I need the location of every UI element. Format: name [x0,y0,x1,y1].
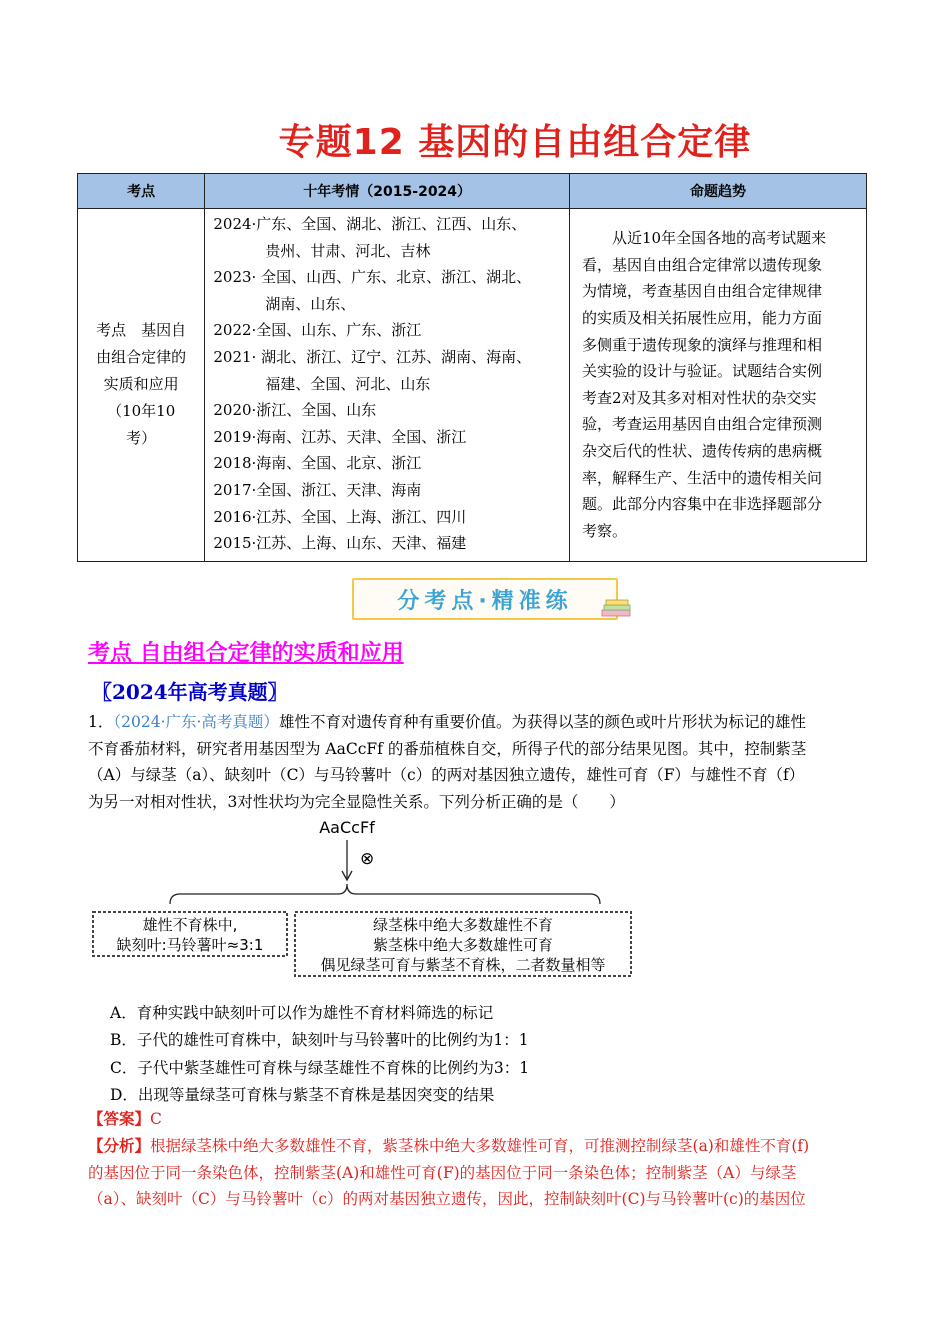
option-b[interactable]: B．子代的雄性可育株中，缺刻叶与马铃薯叶的比例约为1：1 [110,1031,529,1050]
left-box-line: 雄性不育株中, [142,916,238,934]
trend-line: 多侧重于遗传现象的演绎与推理和相 [581,335,822,354]
year-line: 2020·浙江、全国、山东 [213,401,377,420]
page-title: 专题12 基因的自由组合定律 [278,122,752,163]
self-cross-symbol: ⊗ [360,849,375,869]
analysis-line: 的基因位于同一条染色体，控制紫茎(A)和雄性可育(F)的基因位于同一条染色体；控制紫茎（A）与绿茎 [88,1163,797,1182]
year-line: 2024·广东、全国、湖北、浙江、江西、山东、 [213,215,527,233]
right-box-line: 偶见绿茎可育与紫茎不育株，二者数量相等 [320,956,606,974]
kaodian-line: 实质和应用 [103,375,179,394]
year-line-cont: 福建、全国、河北、山东 [265,374,431,393]
option-d[interactable]: D．出现等量绿茎可育株与紫茎不育株是基因突变的结果 [110,1085,495,1104]
trend-line: 考查2对及其多对相对性状的杂交实 [581,388,817,407]
year-line: 2022·全国、山东、广东、浙江 [213,321,422,340]
year-line: 2021· 湖北、浙江、辽宁、江苏、湖南、海南、 [213,347,532,366]
brace [170,884,600,904]
kaodian-line: 考点 基因自 [96,321,187,340]
question-text [88,709,868,815]
parent-genotype: AaCcFf [319,818,375,837]
analysis [88,1133,868,1213]
trend-cell [569,209,866,562]
cross-diagram [90,818,635,980]
year-line: 2019·海南、江苏、天津、全国、浙江 [213,427,467,446]
trend-line: 验，考查运用基因自由组合定律预测 [581,415,822,434]
sub-title: 〖2024年高考真题〗 [92,680,288,704]
table-header-row [78,174,867,209]
kaodian-line: （10年10 [107,402,176,421]
options-list [110,1000,529,1109]
table-row [78,209,867,562]
question-body: 雄性不育对遗传育种有重要价值。为获得以茎的颜色或叶片形状为标记的雄性 [278,713,806,731]
section-banner: 分考点·精准练 [352,578,618,620]
kaodian-line: 考） [126,429,157,448]
question-source: （2024·广东·高考真题） [113,713,279,731]
section-title: 考点 自由组合定律的实质和应用 [88,641,404,666]
trend-table [77,173,867,562]
answer-label: 【答案】 [88,1109,151,1128]
answer [88,1107,162,1129]
analysis-text: 根据绿茎株中绝大多数雄性不育，紫茎株中绝大多数雄性可育，可推测控制绿茎(a)和雄性不育(f) [150,1137,810,1155]
right-box-line: 绿茎株中绝大多数雄性不育 [372,916,554,934]
header-kaodian: 考点 [78,174,205,209]
trend-line: 的实质及相关拓展性应用，能力方面 [581,309,822,328]
trend-line: 看，基因自由组合定律常以遗传现象 [581,255,822,274]
analysis-line [88,1133,868,1160]
trend-line: 率，解释生产、生活中的遗传相关问 [581,468,822,487]
question-line: 为另一对相对性状，3对性状均为完全显隐性关系。下列分析正确的是（ ） [88,792,625,811]
trend-line: 从近10年全国各地的高考试题来 [611,229,827,248]
year-line: 2015·江苏、上海、山东、天津、福建 [213,534,467,553]
left-box-line: 缺刻叶:马铃薯叶≈3:1 [116,936,264,954]
header-decade: 十年考情（2015-2024） [205,174,570,209]
trend-line: 关实验的设计与验证。试题结合实例 [581,362,822,381]
header-trend: 命题趋势 [569,174,866,209]
trend-line: 考察。 [581,521,627,540]
kaodian-cell [78,209,205,562]
year-line: 2016·江苏、全国、上海、浙江、四川 [213,507,467,526]
question-line: 不育番茄材料，研究者用基因型为 AaCcFf 的番茄植株自交，所得子代的部分结果见图。其中，控制紫茎 [88,739,807,758]
option-c[interactable]: C．子代中紫茎雄性可育株与绿茎雄性不育株的比例约为3：1 [110,1058,530,1077]
question-line [88,709,868,736]
option-a[interactable]: A．育种实践中缺刻叶可以作为雄性不育材料筛选的标记 [110,1004,494,1022]
right-box-line: 紫茎株中绝大多数雄性可育 [372,936,554,954]
year-line: 2023· 全国、山西、广东、北京、浙江、湖北、 [213,268,532,287]
year-line-cont: 湖南、山东、 [265,294,356,313]
book-stack-icon [600,596,634,620]
trend-line: 为情境，考查基因自由组合定律规律 [581,282,822,301]
question-number: 1． [88,713,114,731]
kaodian-line: 由组合定律的 [96,348,187,367]
year-line: 2017·全国、浙江、天津、海南 [213,480,422,499]
analysis-line: （a）、缺刻叶（C）与马铃薯叶（c）的两对基因独立遗传，因此，控制缺刻叶(C)与马铃薯叶(c)的基因位 [88,1190,806,1209]
question-line: （A）与绿茎（a）、缺刻叶（C）与马铃薯叶（c）的两对基因独立遗传，雄性可育（F）与雄性不育（f） [88,766,805,785]
answer-value: C [150,1110,162,1128]
trend-line: 题。此部分内容集中在非选择题部分 [581,495,822,514]
analysis-label: 【分析】 [88,1136,151,1155]
year-line-cont: 贵州、甘肃、河北、吉林 [265,241,431,260]
years-cell [205,209,570,562]
year-line: 2018·海南、全国、北京、浙江 [213,454,422,473]
trend-line: 杂交后代的性状、遗传传病的患病概 [581,442,822,461]
